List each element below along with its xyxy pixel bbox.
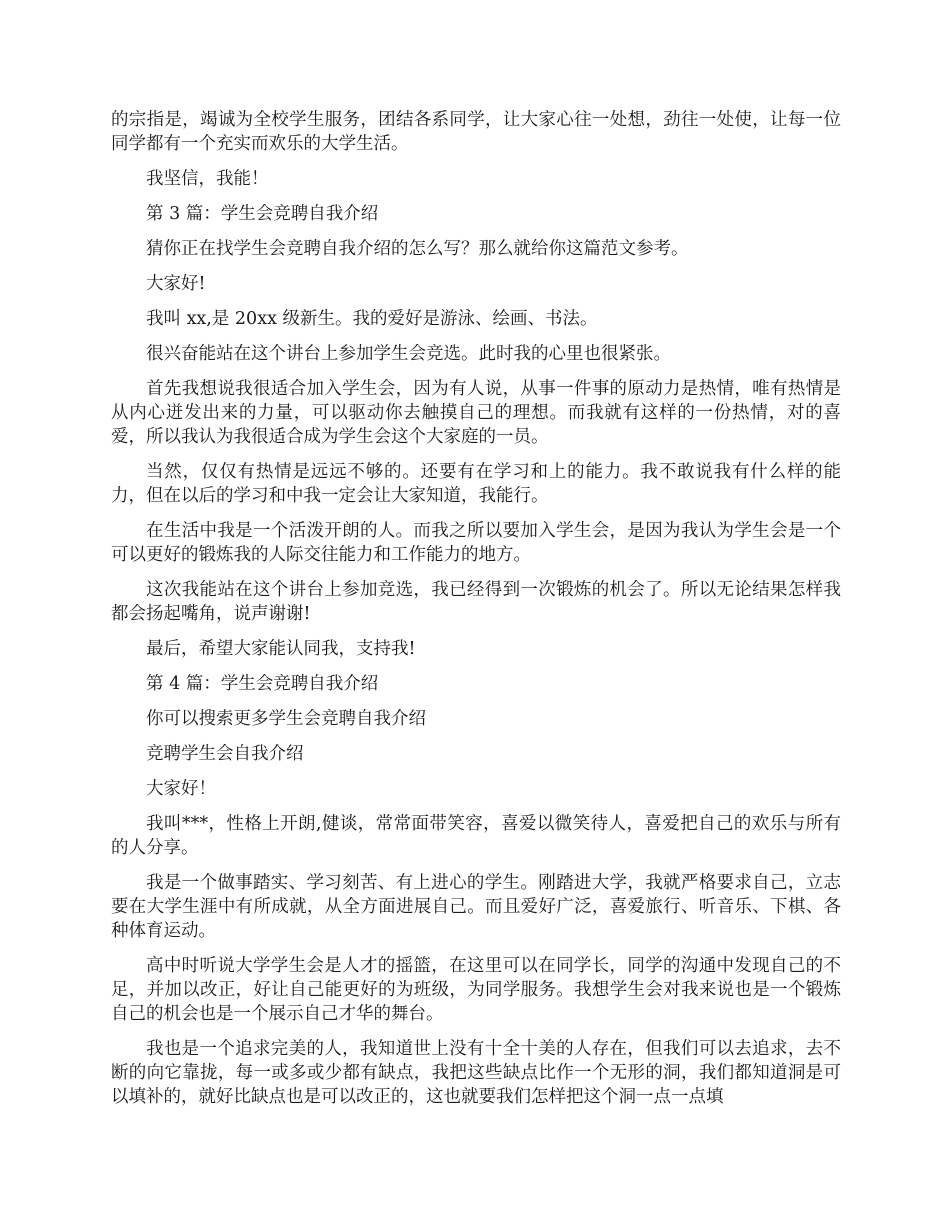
paragraph: 我是一个做事踏实、学习刻苦、有上进心的学生。刚踏进大学，我就严格要求自己，立志要在大学生涯中有所成就，从全方面进展自己。而且爱好广泛，喜爱旅行、听音乐、下棋、各种体育运动。 xyxy=(111,873,841,941)
paragraph: 猜你正在找学生会竞聘自我介绍的怎么写？那么就给你这篇范文参考。 xyxy=(146,239,689,259)
paragraph: 高中时听说大学学生会是人才的摇篮，在这里可以在同学长，同学的沟通中发现自己的不足，并加以改正，好让自己能更好的为班级，为同学服务。我想学生会对我来说也是一个锻炼自己的机会也是一个展示自己才华的舞台。 xyxy=(111,956,841,1024)
paragraph: 大家好! xyxy=(146,274,206,294)
paragraph: 大家好！ xyxy=(146,779,216,799)
section-heading: 第 4 篇：学生会竞聘自我介绍 xyxy=(146,674,379,694)
paragraph: 在生活中我是一个活泼开朗的人。而我之所以要加入学生会，是因为我认为学生会是一个可以更好的锻炼我的人际交往能力和工作能力的地方。 xyxy=(111,521,841,565)
paragraph: 你可以搜索更多学生会竞聘自我介绍 xyxy=(146,709,426,729)
paragraph: 我叫***，性格上开朗,健谈，常常面带笑容，喜爱以微笑待人，喜爱把自己的欢乐与所有的人分享。 xyxy=(111,814,841,858)
paragraph: 我叫 xx,是 20xx 级新生。我的爱好是游泳、绘画、书法。 xyxy=(146,309,598,329)
document-body xyxy=(111,108,841,1120)
paragraph: 这次我能站在这个讲台上参加竞选，我已经得到一次锻炼的机会了。所以无论结果怎样我都会扬起嘴角，说声谢谢! xyxy=(111,580,841,624)
paragraph: 我也是一个追求完美的人，我知道世上没有十全十美的人存在，但我们可以去追求，去不断的向它靠拢，每一或多或少都有缺点，我把这些缺点比作一个无形的洞，我们都知道洞是可以填补的，就好比缺点也是可以改正的，这也就要我们怎样把这个洞一点一点填 xyxy=(111,1039,841,1107)
section-heading: 第 3 篇：学生会竞聘自我介绍 xyxy=(146,204,379,224)
paragraph: 的宗指是，竭诚为全校学生服务，团结各系同学，让大家心往一处想，劲往一处使，让每一位同学都有一个充实而欢乐的大学生活。 xyxy=(111,110,841,154)
paragraph: 竞聘学生会自我介绍 xyxy=(146,744,304,764)
paragraph: 很兴奋能站在这个讲台上参加学生会竞选。此时我的心里也很紧张。 xyxy=(146,344,671,364)
paragraph: 我坚信，我能！ xyxy=(146,169,269,189)
paragraph: 最后，希望大家能认同我，支持我! xyxy=(146,639,416,659)
paragraph: 首先我想说我很适合加入学生会，因为有人说，从事一件事的原动力是热情，唯有热情是从内心迸发出来的力量，可以驱动你去触摸自己的理想。而我就有这样的一份热情，对的喜爱，所以我认为我很适合成为学生会这个大家庭的一员。 xyxy=(111,379,841,447)
paragraph: 当然，仅仅有热情是远远不够的。还要有在学习和上的能力。我不敢说我有什么样的能力，但在以后的学习和中我一定会让大家知道，我能行。 xyxy=(111,462,841,506)
